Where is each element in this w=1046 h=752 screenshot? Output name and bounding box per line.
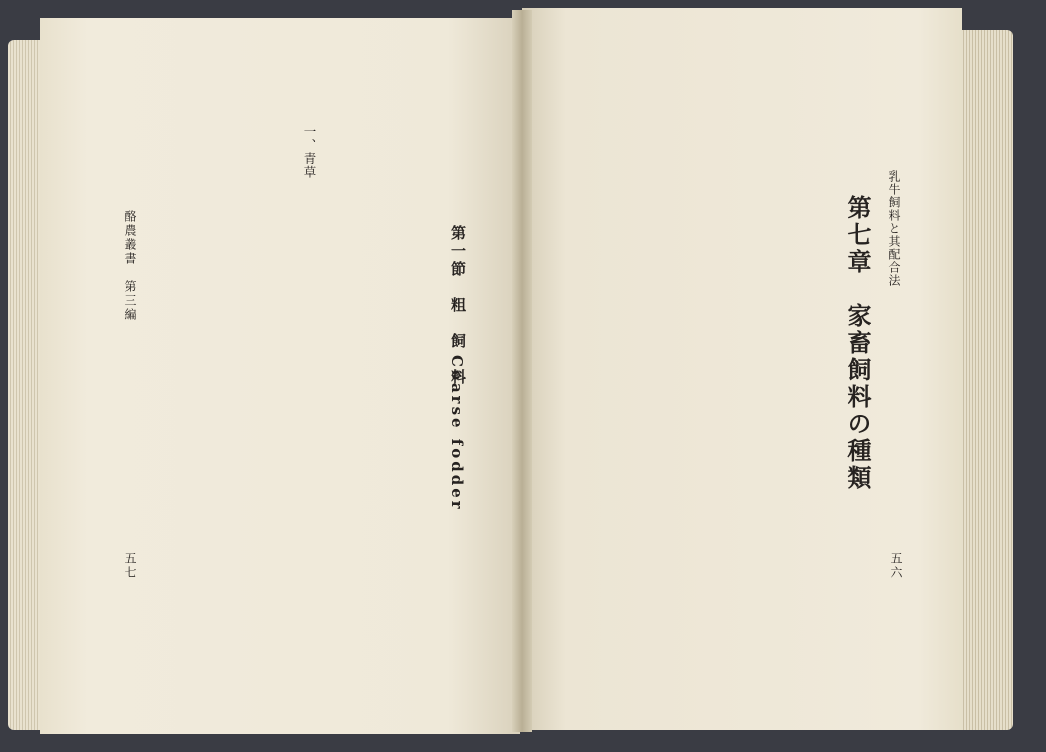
section-title: 第一節 粗 飼 料	[449, 225, 467, 387]
book-gutter	[512, 10, 532, 732]
right-page-number: 五六	[889, 552, 903, 580]
left-page-number: 五七	[123, 552, 137, 580]
section-title-english: Coarse fodder	[448, 355, 466, 512]
subheading: 一、青草	[302, 125, 317, 179]
page-block-right-edge	[955, 30, 1013, 730]
chapter-title: 第七章 家畜飼料の種類	[843, 195, 872, 492]
page-footer: 酪農叢書 第三編	[123, 210, 137, 322]
running-head: 乳牛飼料と其配合法	[887, 170, 901, 287]
right-page	[522, 8, 962, 730]
